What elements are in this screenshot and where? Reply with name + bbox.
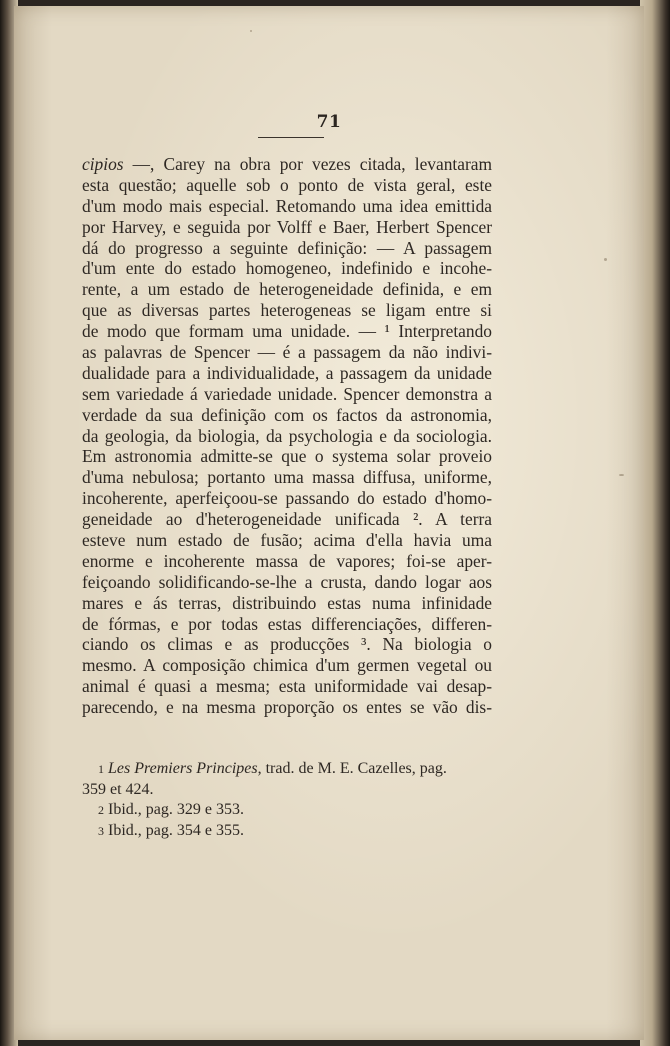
body-line: dualidade para a individualidade, a passagem da unidade (82, 362, 492, 383)
body-line: as palavras de Spencer — é a passagem da não indivi- (82, 342, 492, 363)
footnote-1-title: Les Premiers Principes (108, 760, 258, 777)
footnote-1-text: , trad. de M. E. Cazelles, pag. (257, 760, 447, 777)
italic-word: cipios (82, 154, 124, 174)
body-line: enorme e incoherente massa de vapores; foi-se aper- (82, 550, 492, 571)
body-line: de modo que formam uma unidade. — ¹ Interpretando (82, 321, 492, 342)
body-line: d'uma nebulosa; portanto uma massa diffusa, uniforme, (82, 467, 492, 488)
body-line: rente, a um estado de heterogeneidade definida, e em (82, 279, 492, 300)
footnotes (82, 759, 502, 841)
body-line: da geologia, da biologia, da psychologia e da sociologia. (82, 425, 492, 446)
body-line: d'um ente do estado homogeneo, indefinido e incohe- (82, 258, 492, 279)
footnote-1-mark: 1 (98, 762, 104, 776)
body-text (82, 154, 492, 718)
footnote-1-continuation: 359 et 424. (82, 780, 154, 798)
body-line: de fórmas, e por todas estas differenciações, differen- (82, 613, 492, 634)
footnote-2-mark: 2 (98, 803, 104, 817)
footnote-2 (82, 800, 502, 821)
body-line: sem variedade á variedade unidade. Spencer demonstra a (82, 383, 492, 404)
footnote-2-text: Ibid., pag. 329 e 353. (108, 801, 244, 818)
body-line: parecendo, e na mesma proporção os entes se vão dis- (82, 697, 492, 718)
body-line: por Harvey, e seguida por Volff e Baer, Herbert Spencer (82, 216, 492, 237)
body-line: incoherente, aperfeiçoou-se passando do estado d'homo- (82, 488, 492, 509)
body-line: ciando os climas e as producções ³. Na biologia o (82, 634, 492, 655)
body-line: feiçoando solidificando-se-lhe a crusta, dando logar aos (82, 571, 492, 592)
paper-speck (619, 474, 624, 476)
paper-speck (604, 258, 607, 261)
body-line: esta questão; aquelle sob o ponto de vista geral, este (82, 174, 492, 195)
body-line: cipios —, Carey na obra por vezes citada, levantaram (82, 154, 492, 174)
body-line: que as diversas partes heterogeneas se ligam entre si (82, 300, 492, 321)
page-number: 71 (316, 112, 342, 132)
body-line: animal é quasi a mesma; esta uniformidade vai desap- (82, 676, 492, 697)
body-line: geneidade ao d'heterogeneidade unificada ². A terra (82, 509, 492, 530)
body-line: mesmo. A composição chimica d'um germen vegetal ou (82, 655, 492, 676)
footnote-1 (82, 759, 502, 780)
body-line: verdade da sua definição com os factos da astronomia, (82, 404, 492, 425)
body-line: esteve num estado de fusão; acima d'ella havia uma (82, 530, 492, 551)
footnote-3 (82, 821, 502, 842)
body-line: mares e ás terras, distribuindo estas numa infinidade (82, 592, 492, 613)
body-line: dá do progresso a seguinte definição: — A passagem (82, 237, 492, 258)
footnote-3-text: Ibid., pag. 354 e 355. (108, 821, 244, 839)
footnote-3-mark: 3 (98, 823, 104, 838)
body-line: d'um modo mais especial. Retomando uma idea emittida (82, 195, 492, 216)
page-number-rule (258, 137, 324, 138)
body-line: Em astronomia admitte-se que o systema solar proveio (82, 446, 492, 467)
book-page (14, 6, 644, 1040)
page-edges (640, 0, 670, 1046)
paper-speck (250, 30, 252, 32)
